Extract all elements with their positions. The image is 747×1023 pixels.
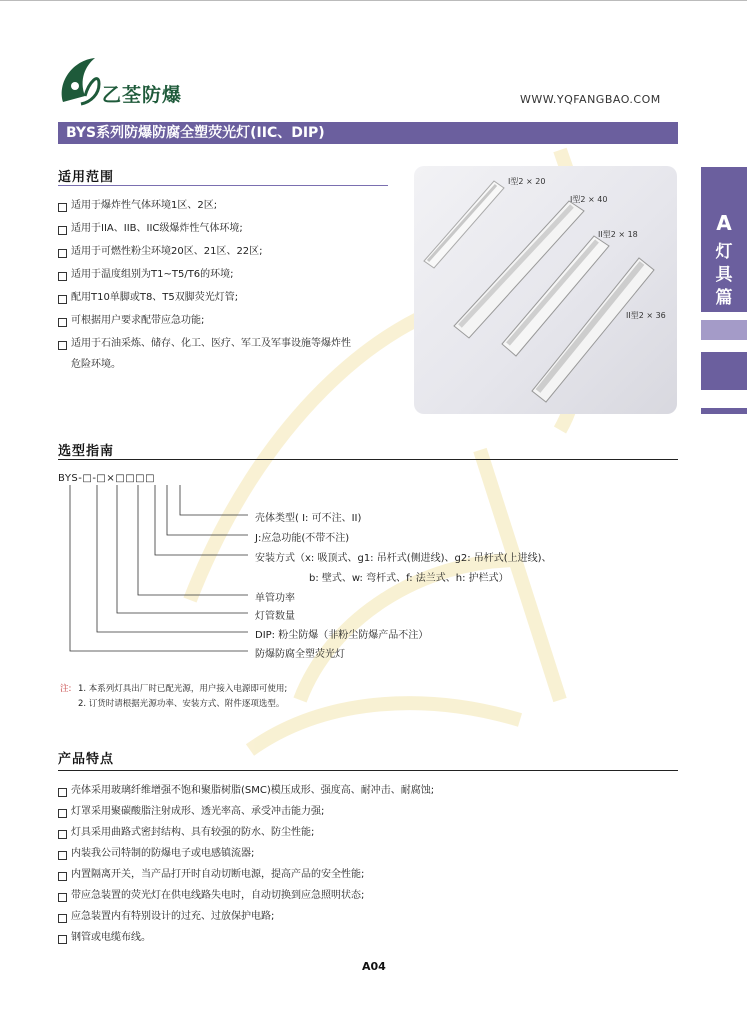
- list-item: 适用于可燃性粉尘环境20区、21区、22区;: [58, 246, 351, 269]
- side-tab-char: 灯: [715, 242, 733, 262]
- label-product-type: 防爆防腐全塑荧光灯: [255, 649, 345, 660]
- list-item: 灯具采用曲路式密封结构、具有较强的防水、防尘性能;: [58, 827, 434, 848]
- note-label: 注:: [60, 684, 72, 694]
- note-2: 2. 订货时请根据光源功率、安装方式、附件逐项选型。: [78, 699, 285, 709]
- photo-label-4: II型2 × 36: [626, 311, 666, 320]
- photo-label-3: II型2 × 18: [598, 230, 638, 239]
- label-installation-cont: b: 壁式、w: 弯杆式、f: 法兰式、h: 护栏式）: [309, 573, 509, 584]
- selection-heading: 选型指南: [58, 444, 115, 459]
- side-tab-char: 具: [715, 265, 733, 285]
- list-item: 可根据用户要求配带应急功能;: [58, 315, 351, 338]
- list-item: 适用于温度组别为T1~T5/T6的环境;: [58, 269, 351, 292]
- label-installation: 安装方式（x: 吸顶式、g1: 吊杆式(侧进线)、g2: 吊杆式(上进线)、: [255, 553, 552, 564]
- list-item: 适用于爆炸性气体环境1区、2区;: [58, 200, 351, 223]
- applications-heading: 适用范围: [58, 170, 115, 185]
- list-item: 内装我公司特制的防爆电子或电感镇流器;: [58, 848, 434, 869]
- list-item-continuation: 危险环境。: [71, 359, 121, 370]
- side-tab-char: 篇: [715, 288, 733, 308]
- list-item: 带应急装置的荧光灯在供电线路失电时，自动切换到应急照明状态;: [58, 890, 434, 911]
- model-code: BYS-□-□×□□□□: [58, 473, 156, 484]
- list-item: 壳体采用玻璃纤维增强不饱和聚脂树脂(SMC)模压成形、强度高、耐冲击、耐腐蚀;: [58, 785, 434, 806]
- product-title: BYS系列防爆防腐全塑荧光灯(IIC、DIP): [66, 125, 325, 141]
- note-1: 1. 本系列灯具出厂时已配光源，用户接入电源即可使用;: [78, 684, 288, 694]
- side-tab-letter: A: [716, 211, 732, 235]
- photo-label-1: I型2 × 20: [508, 177, 546, 186]
- features-heading: 产品特点: [58, 752, 115, 767]
- list-item: 配用T10单脚或T8、T5双脚荧光灯管;: [58, 292, 351, 315]
- label-tube-count: 灯管数量: [255, 611, 295, 622]
- list-item: 应急装置内有特别设计的过充、过放保护电路;: [58, 911, 434, 932]
- page-number: A04: [362, 960, 386, 973]
- features-divider: [58, 770, 678, 771]
- features-list: [58, 785, 434, 953]
- label-dip: DIP: 粉尘防爆（非粉尘防爆产品不注）: [255, 630, 429, 641]
- list-item-text: 适用于石油采炼、储存、化工、医疗、军工及军事设施等爆炸性: [71, 338, 351, 349]
- list-item: 钢管或电缆布线。: [58, 932, 434, 953]
- photo-label-2: I型2 × 40: [570, 195, 608, 204]
- label-tube-power: 单管功率: [255, 593, 295, 604]
- list-item: 灯罩采用聚碳酸脂注射成形、透光率高、承受冲击能力强;: [58, 806, 434, 827]
- company-name: 乙荃防爆: [102, 84, 183, 106]
- website-url[interactable]: WWW.YQFANGBAO.COM: [520, 93, 661, 106]
- label-emergency: J:应急功能(不带不注): [255, 533, 350, 544]
- list-item: 适用于IIA、IIB、IIC级爆炸性气体环境;: [58, 223, 351, 246]
- list-item: 内置隔离开关，当产品打开时自动切断电源，提高产品的安全性能;: [58, 869, 434, 890]
- label-housing-type: 壳体类型( I: 可不注、II): [255, 513, 362, 524]
